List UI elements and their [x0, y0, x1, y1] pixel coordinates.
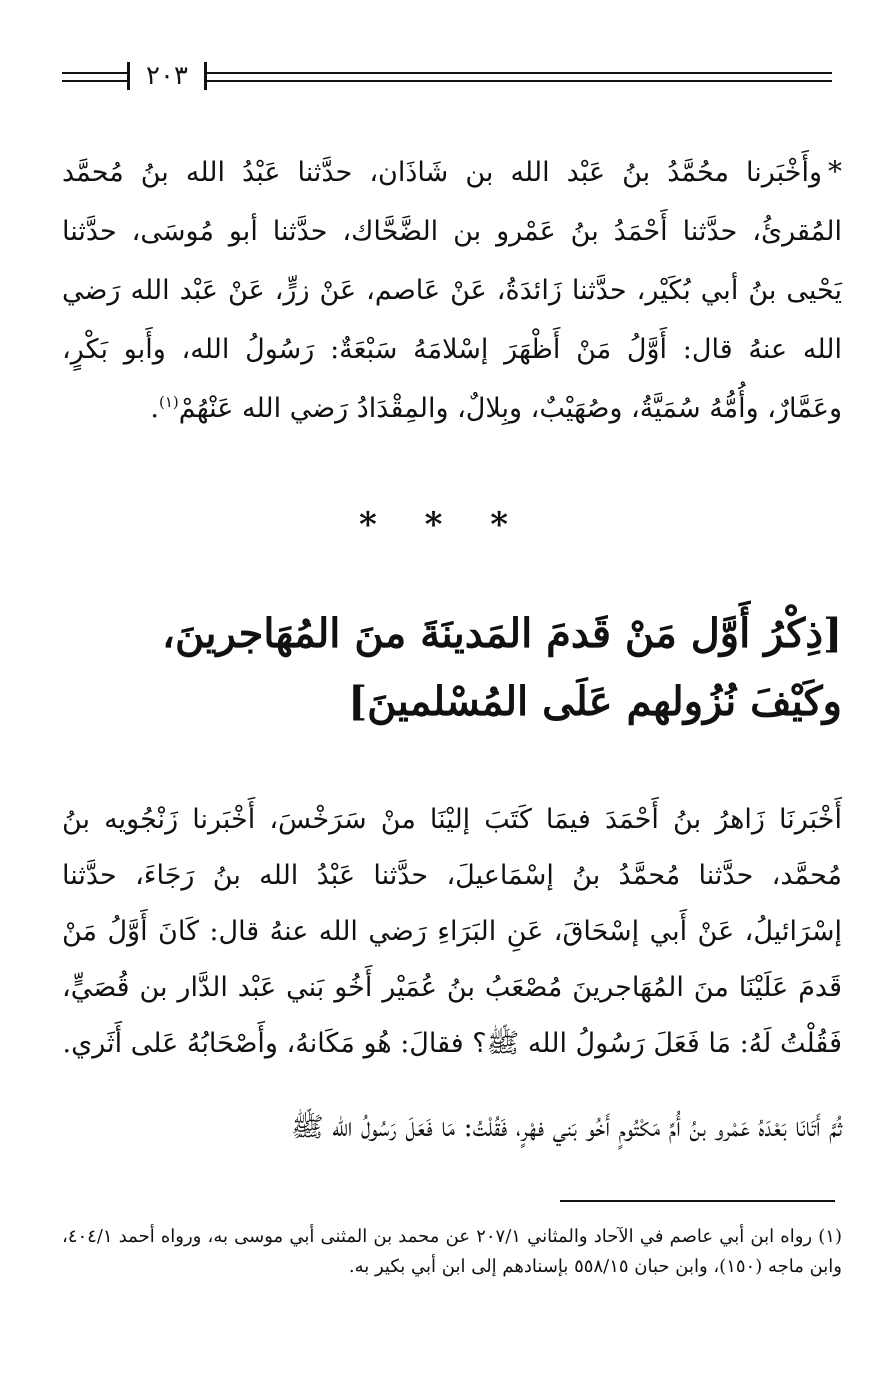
- header-rule-left: [62, 72, 127, 82]
- header-rule-right: [207, 72, 832, 82]
- page-number: ٢٠٣: [146, 61, 188, 91]
- section-divider: * * *: [358, 505, 526, 545]
- footnote-marker: (١): [818, 1226, 842, 1247]
- footnote: [62, 1222, 842, 1282]
- section-heading: [ذِكْرُ أَوَّل مَنْ قَدمَ المَدينَةَ منَ المُهَاجرينَ، وكَيْفَ نُزُولهم عَلَى المُسْلمينَ]: [162, 610, 842, 725]
- page-header: [62, 60, 832, 104]
- paragraph-1-text: وأَخْبَرنا محُمَّدُ بنُ عَبْد الله بن شَاذَان، حدَّثنا عَبْدُ الله بنُ مُحمَّد المُقرئُ، حدَّثنا أَحْمَدُ بنُ عَمْرو بن الضَّحَّاك، حدَّثنا أبو مُوسَى، حدَّثنا يَحْيى بنُ أبي بُكَيْر، حدَّثنا زَائدَةُ، عَنْ عَاصم، عَنْ زرٍّ، عَنْ عَبْد الله رَضي الله عنهُ قال: أَوَّلُ مَنْ أَظْهَرَ إسْلامَهُ سَبْعَةٌ: رَسُولُ الله، وأَبو بَكْرٍ، وعَمَّارٌ، وأُمُّهُ سُمَيَّةُ، وصُهَيْبٌ، وبِلالٌ، والمِقْدَادُ رَضي الله عَنْهُمْ: [62, 157, 842, 424]
- paragraph-3: ثُمَّ أَتَانَا بَعْدَهُ عَمْرو بنُ أُمِّ مَكْتُومٍ أَخُو بَني فهْرٍ، فَقُلْتُ: مَا فَعَلَ رَسُولُ الله ﷺ: [290, 1112, 842, 1143]
- paragraph-marker: *: [828, 155, 842, 188]
- footnote-reference: (١): [158, 393, 179, 411]
- paragraph-2: أَخْبَرنَا زَاهرُ بنُ أَحْمَدَ فيمَا كَتَبَ إليْنَا منْ سَرَخْسَ، أَخْبَرنا زَنْجُويه بنُ مُحمَّد، حدَّثنا مُحمَّدُ بنُ إسْمَاعيلَ، حدَّثنا عَبْدُ الله بنُ رَجَاءَ، حدَّثنا إسْرَائيلُ، عَنْ أَبي إسْحَاقَ، عَنِ البَرَاءِ رَضي الله عنهُ قال: كَانَ أَوَّلُ مَنْ قَدمَ عَلَيْنَا منَ المُهَاجرينَ مُصْعَبُ بنُ عُمَيْر أَخُو بَني عَبْد الدَّار بن قُصَيٍّ، فَقُلْتُ لَهُ: مَا فَعَلَ رَسُولُ الله ﷺ؟ فقالَ: هُو مَكَانهُ، وأَصْحَابُهُ عَلى أَثَري.: [62, 804, 842, 1059]
- paragraph-1: *وأَخْبَرنا محُمَّدُ بنُ عَبْد الله بن شَاذَان، حدَّثنا عَبْدُ الله بنُ مُحمَّد المُقرئُ، حدَّثنا أَحْمَدُ بنُ عَمْرو بن الضَّحَّاك، حدَّثنا أبو مُوسَى، حدَّثنا يَحْيى بنُ أبي بُكَيْر، حدَّثنا زَائدَةُ، عَنْ عَاصم، عَنْ زرٍّ، عَنْ عَبْد الله رَضي الله عنهُ قال: أَوَّلُ مَنْ أَظْهَرَ إسْلامَهُ سَبْعَةٌ: رَسُولُ الله، وأَبو بَكْرٍ، وعَمَّارٌ، وأُمُّهُ سُمَيَّةُ، وصُهَيْبٌ، وبِلالٌ، والمِقْدَادُ رَضي الله عَنْهُمْ$^{(١)}$.: [62, 155, 842, 424]
- footnote-rule: [560, 1200, 835, 1202]
- footnote-text: رواه ابن أبي عاصم في الآحاد والمثاني ٢٠٧/١ عن محمد بن المثنى أبي موسى به، ورواه أحمد ٤٠٤/١، وابن ماجه (١٥٠)، وابن حبان ٥٥٨/١٥ بإسنادهم إلى ابن أبي بكير به.: [62, 1226, 842, 1277]
